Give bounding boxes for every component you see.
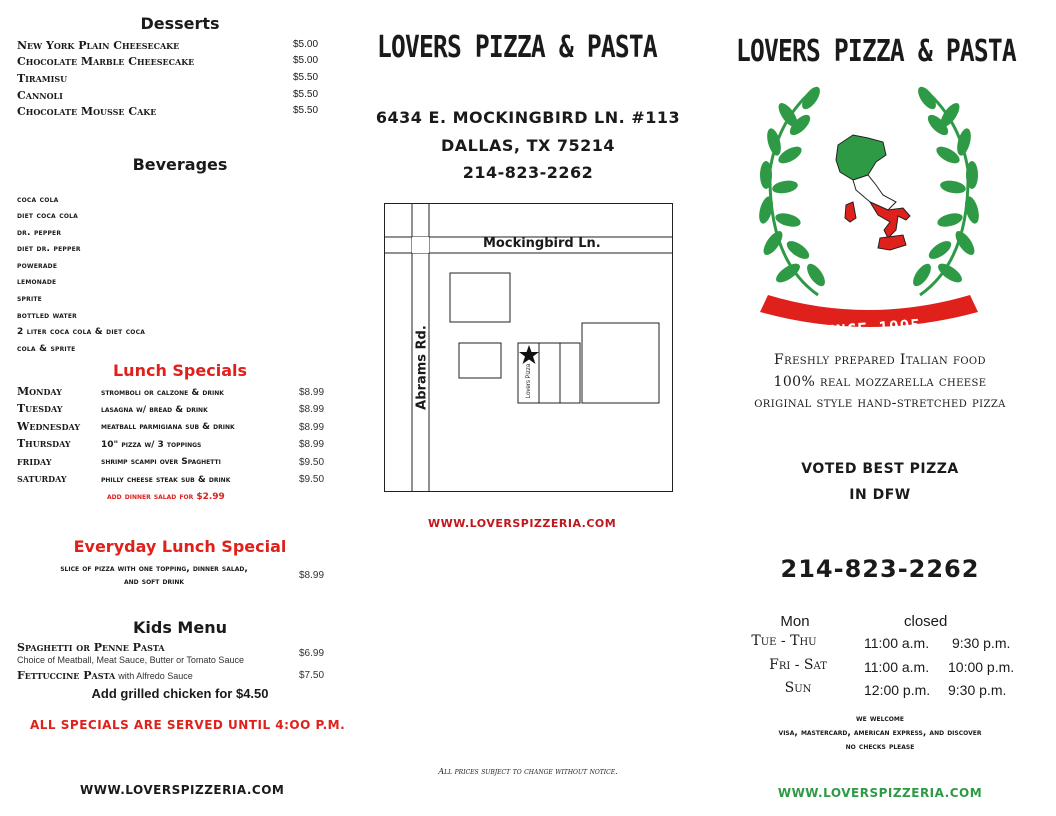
beverage-item: diet coca cola [17, 211, 78, 221]
map-building [459, 343, 501, 378]
menu-item: Chocolate Marble Cheesecake [17, 55, 195, 68]
menu-price: $5.00 [293, 39, 319, 50]
beverage-item: lemonade [17, 277, 57, 287]
map-intersection [412, 237, 429, 253]
lunch-price: $8.99 [299, 387, 325, 398]
street-label-mockingbird: Mockingbird Ln. [483, 236, 601, 251]
left-website-link[interactable]: WWW.LOVERSPIZZERIA.COM [80, 783, 285, 797]
menu-item: Tiramisu [17, 72, 68, 85]
hours-day: Tue - Thu [751, 633, 817, 649]
kids-menu-title: Kids Menu [133, 618, 227, 637]
everyday-special-title: Everyday Lunch Special [73, 537, 287, 556]
lunch-item: philly cheese steak sub & drink [101, 475, 231, 485]
everyday-special-price: $8.99 [299, 570, 325, 581]
lunch-day: Tuesday [17, 402, 63, 415]
lunch-price: $8.99 [299, 404, 325, 415]
lunch-item: lasagna w/ bread & drink [101, 405, 208, 415]
payment-cards: visa, mastercard, american express, and discover [778, 728, 982, 738]
hours-day: Mon [780, 613, 810, 630]
lunch-day: Thursday [17, 437, 71, 450]
lunch-day: saturday [17, 472, 67, 485]
beverage-item: 2 liter coca cola & diet coca [17, 327, 146, 337]
beverage-item: powerade [17, 261, 58, 271]
beverage-item: bottled water [17, 311, 77, 321]
dinner-salad-note: add dinner salad for $2.99 [107, 492, 225, 502]
grilled-chicken-addon: Add grilled chicken for $4.50 [91, 686, 269, 701]
menu-item: Chocolate Mousse Cake [17, 105, 157, 118]
kids-item-desc: with Alfredo Sauce [118, 671, 193, 681]
specials-served-note: ALL SPECIALS ARE SERVED UNTIL 4:OO P.M. [30, 718, 346, 732]
tagline-3: original style hand-stretched pizza [754, 395, 1006, 411]
hours-close: 9:30 p.m. [952, 635, 1011, 651]
lunch-price: $9.50 [299, 474, 325, 485]
hours-open: 12:00 p.m. [864, 682, 931, 698]
address-line-1: 6434 E. MOCKINGBIRD LN. #113 [375, 108, 681, 127]
kids-item-name: Fettuccine Pasta [17, 669, 116, 682]
desserts-title: Desserts [140, 14, 220, 33]
menu-price: $5.50 [293, 89, 319, 100]
map-building [539, 343, 560, 403]
right-website-link[interactable]: WWW.LOVERSPIZZERIA.COM [777, 786, 983, 800]
price-disclaimer: All prices subject to change without notice. [438, 767, 618, 776]
tagline-1: Freshly prepared Italian food [774, 352, 986, 368]
hours-open: 11:00 a.m. [864, 635, 930, 651]
hours-open: closed [904, 613, 948, 630]
lunch-item: 10" pizza w/ 3 toppings [101, 440, 202, 450]
hours-day: Sun [784, 680, 812, 696]
map-building [582, 323, 659, 403]
since-year: SINCE 1995 [814, 315, 922, 342]
kids-item-price: $7.50 [299, 670, 325, 681]
middle-website-link[interactable]: WWW.LOVERSPIZZERIA.COM [428, 517, 617, 530]
menu-price: $5.50 [293, 105, 319, 116]
right-brand-title: LOVERS PIZZA & PASTA [736, 34, 1016, 69]
beverage-item: diet dr. pepper [17, 244, 81, 254]
tagline-2: 100% real mozzarella cheese [773, 374, 987, 390]
lunch-day: Wednesday [17, 420, 81, 433]
address-line-2: DALLAS, TX 75214 [440, 136, 616, 155]
lunch-price: $8.99 [299, 439, 325, 450]
payment-welcome: we welcome [856, 714, 904, 724]
lunch-item: meatball parmigiana sub & drink [101, 422, 235, 432]
beverage-item: dr. pepper [17, 228, 62, 238]
italy-map-icon [836, 135, 910, 250]
middle-phone: 214-823-2262 [462, 163, 594, 182]
map-building [560, 343, 580, 403]
lunch-item: shrimp scampi over Spaghetti [101, 457, 221, 467]
menu-item: Cannoli [17, 89, 63, 102]
lunch-specials-title: Lunch Specials [112, 361, 248, 380]
hours-close: 10:00 p.m. [948, 659, 1015, 675]
map-building [450, 273, 510, 322]
hours-day: Fri - Sat [769, 657, 827, 673]
beverages-title: Beverages [132, 155, 228, 174]
voted-line-1: VOTED BEST PIZZA [801, 461, 959, 477]
beverage-item: cola & sprite [17, 344, 76, 354]
hours-close: 9:30 p.m. [948, 682, 1007, 698]
lunch-price: $8.99 [299, 422, 325, 433]
kids-item [17, 669, 193, 682]
street-label-abrams: Abrams Rd. [414, 325, 430, 410]
lunch-day: friday [17, 455, 52, 468]
hours-open: 11:00 a.m. [864, 659, 930, 675]
payment-no-checks: no checks please [845, 742, 915, 752]
voted-line-2: IN DFW [849, 487, 911, 503]
lunch-day: Monday [17, 385, 62, 398]
menu-item: New York Plain Cheesecake [17, 39, 180, 52]
menu-price: $5.00 [293, 55, 319, 66]
lunch-price: $9.50 [299, 457, 325, 468]
beverage-item: coca cola [17, 195, 59, 205]
kids-item-name: Spaghetti or Penne Pasta [17, 641, 165, 654]
lunch-item: stromboli or calzone & drink [101, 388, 224, 398]
menu-price: $5.50 [293, 72, 319, 83]
kids-item-desc: Choice of Meatball, Meat Sauce, Butter or Tomato Sauce [17, 655, 244, 665]
everyday-special-desc: slice of pizza with one topping, dinner salad, and soft drink [60, 564, 248, 587]
beverage-item: sprite [17, 294, 42, 304]
middle-brand-title: LOVERS PIZZA & PASTA [377, 30, 657, 65]
laurel-italy-logo [758, 80, 980, 340]
store-label: Lovers Pizza [526, 363, 532, 399]
right-phone: 214-823-2262 [780, 555, 980, 583]
kids-item-price: $6.99 [299, 648, 325, 659]
